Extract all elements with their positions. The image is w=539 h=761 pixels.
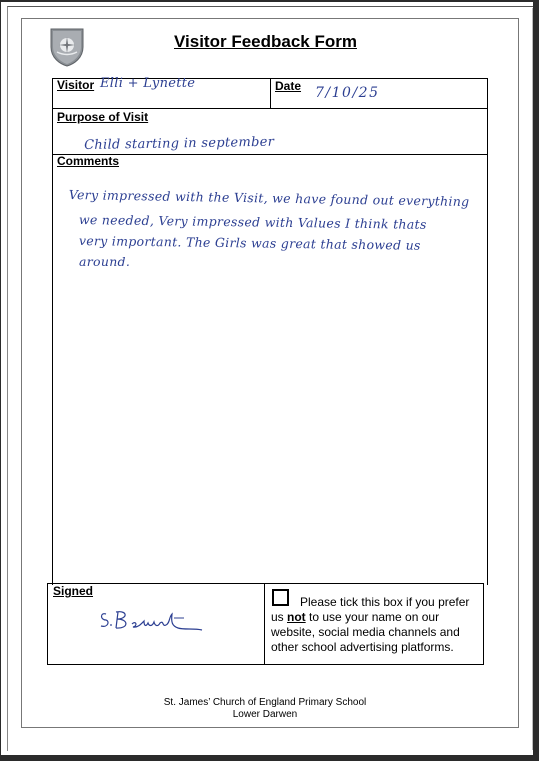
comment-line-2: we needed, Very impressed with Values I think thats	[78, 212, 427, 232]
date-value: 7/10/25	[315, 85, 380, 101]
visitor-label: Visitor	[57, 78, 95, 92]
school-footer	[50, 697, 480, 721]
consent-text-pre: Please tick this box if you prefer us	[271, 595, 470, 624]
comment-line-3: very important. The Girls was great that showed us	[78, 233, 421, 253]
visitor-value: Elli + Lynette	[100, 76, 196, 91]
consent-text-not: not	[287, 610, 306, 624]
signed-left-border	[47, 583, 48, 665]
purpose-value: Child starting in september	[84, 134, 275, 153]
comment-line-1: Very impressed with the Visit, we have found out everything	[68, 187, 470, 209]
consent-right-border	[483, 583, 484, 665]
school-crest-icon	[49, 27, 85, 67]
signed-label: Signed	[53, 584, 94, 598]
comments-bottom-line	[48, 583, 484, 584]
consent-text-post: to use your name on our website, social media channels and other school advertising platforms.	[271, 610, 460, 654]
date-label: Date	[275, 79, 302, 93]
scan-edge-right	[532, 8, 533, 750]
purpose-label: Purpose of Visit	[57, 110, 149, 124]
school-name: St. James’ Church of England Primary School	[163, 697, 367, 708]
handwritten-signature	[98, 606, 210, 636]
signed-bottom-line	[47, 664, 484, 665]
signed-consent-divider	[264, 583, 265, 665]
visitor-date-divider	[270, 78, 271, 109]
comment-line-4: around.	[79, 254, 131, 269]
consent-text	[271, 595, 483, 655]
school-location: Lower Darwen	[232, 709, 298, 720]
page-title: Visitor Feedback Form	[174, 32, 357, 51]
comments-label: Comments	[57, 154, 120, 168]
